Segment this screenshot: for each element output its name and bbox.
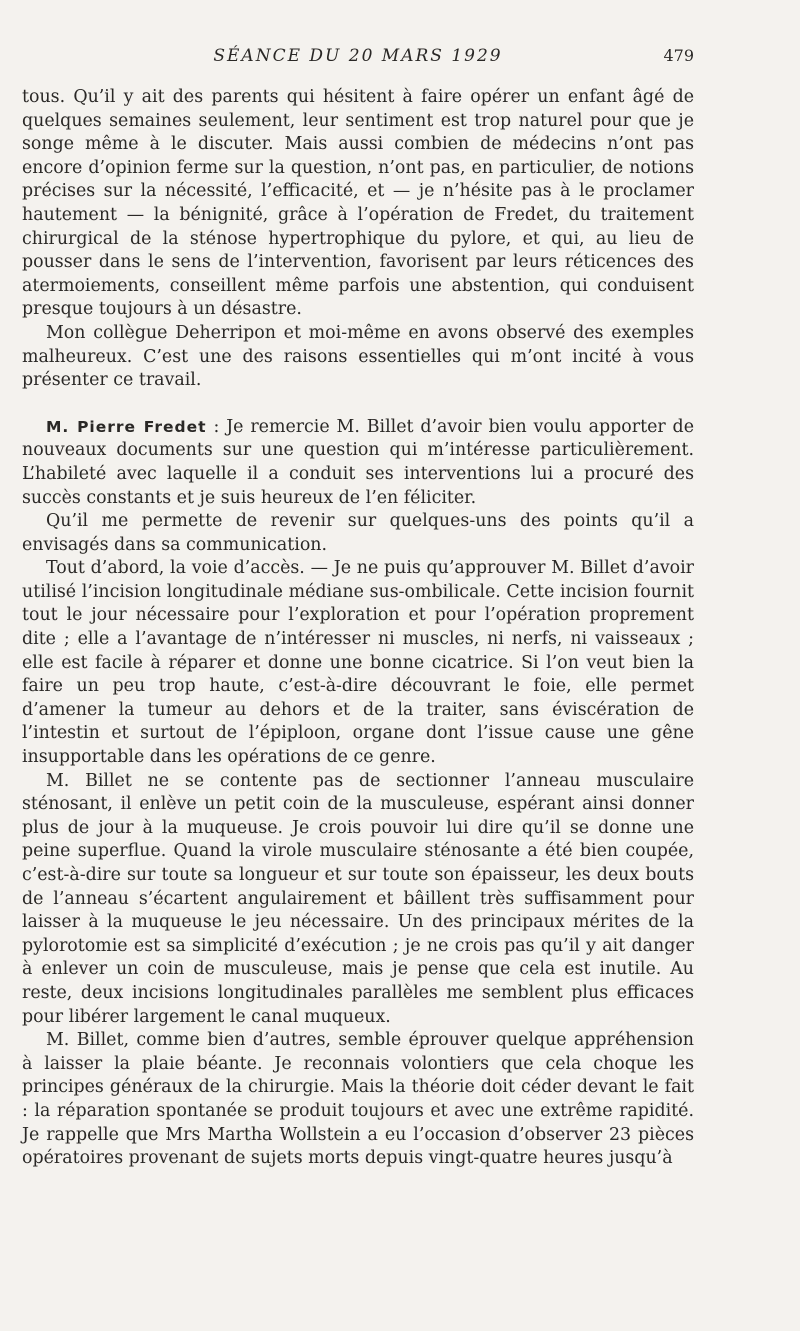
speaker-name: M. Pierre Fredet: [46, 417, 207, 436]
document-page: [22, 0, 694, 1331]
paragraph-1: tous. Qu’il y ait des parents qui hésitent à faire opérer un enfant âgé de quelques semaines seulement, leur sentiment est trop naturel pour que je songe même à le discuter. Mais aussi combien de médecins n’ont pas encore d’opinion ferme sur la question, n’ont pas, en particulier, de notions précises sur la nécessité, l’efficacité, et — je n’hésite pas à le proclamer hautement — la bénignité, grâce à l’opération de Fredet, du traitement chirurgical de la sténose hypertrophique du pylore, et qui, au lieu de pousser dans le sens de l’intervention, favorisent par leurs réticences des atermoiements, conseillent même parfois une abstention, qui conduisent presque toujours à un désastre.: [22, 87, 694, 320]
paragraph-4: Qu’il me permette de revenir sur quelques-uns des points qu’il a envisagés dans sa communication.: [22, 511, 694, 555]
page-number: 479: [663, 46, 694, 65]
running-title: SÉANCE DU 20 MARS 1929: [213, 46, 503, 66]
paragraph-2: Mon collègue Deherripon et moi-même en avons observé des exemples malheureux. C’est une des raisons essentielles qui m’ont incité à vous présenter ce travail.: [22, 322, 694, 391]
body-text: [22, 86, 694, 1171]
running-header: [22, 46, 694, 70]
paragraph-5: Tout d’abord, la voie d’accès. — Je ne puis qu’approuver M. Billet d’avoir utilisé l’incision longitudinale médiane sus-ombilicale. Cette incision fournit tout le jour nécessaire pour l’exploration et pour l’opération proprement dite ; elle a l’avantage de n’intéresser ni muscles, ni nerfs, ni vaisseaux ; elle est facile à réparer et donne une bonne cicatrice. Si l’on veut bien la faire un peu trop haute, c’est-à-dire découvrant le foie, elle permet d’amener la tumeur au dehors et de la traiter, sans éviscération de l’intestin et surtout de l’épiploon, organe dont l’issue cause une gêne insupportable dans les opérations de ce genre.: [22, 558, 694, 768]
paragraph-6: M. Billet ne se contente pas de sectionner l’anneau musculaire sténosant, il enlève un petit coin de la musculeuse, espérant ainsi donner plus de jour à la muqueuse. Je crois pouvoir lui dire qu’il se donne une peine superflue. Quand la virole musculaire sténosante a été bien coupée, c’est-à-dire sur toute sa longueur et sur toute son épaisseur, les deux bouts de l’anneau s’écartent angulairement et bâillent très suffisamment pour laisser à la muqueuse le jeu nécessaire. Un des principaux mérites de la pylorotomie est sa simplicité d’exécution ; je ne crois pas qu’il y ait danger à enlever un coin de musculeuse, mais je pense que cela est inutile. Au reste, deux incisions longitudinales parallèles me semblent plus efficaces pour libérer largement le canal muqueux.: [22, 770, 694, 1027]
paragraph-3-text: : Je remercie M. Billet d’avoir bien voulu apporter de nouveaux documents sur une question qui m’intéresse particulièrement. L’habileté avec laquelle il a conduit ses interventions lui a procuré des succès constants et je suis heureux de l’en féliciter.: [22, 416, 694, 508]
paragraph-3: [22, 416, 694, 510]
paragraph-7: M. Billet, comme bien d’autres, semble éprouver quelque appréhension à laisser la plaie béante. Je reconnais volontiers que cela choque les principes généraux de la chirurgie. Mais la théorie doit céder devant le fait : la réparation spontanée se produit toujours et avec une extrême rapidité. Je rappelle que Mrs Martha Wollstein a eu l’occasion d’observer 23 pièces opératoires provenant de sujets morts depuis vingt-quatre heures jusqu’à: [22, 1030, 694, 1169]
